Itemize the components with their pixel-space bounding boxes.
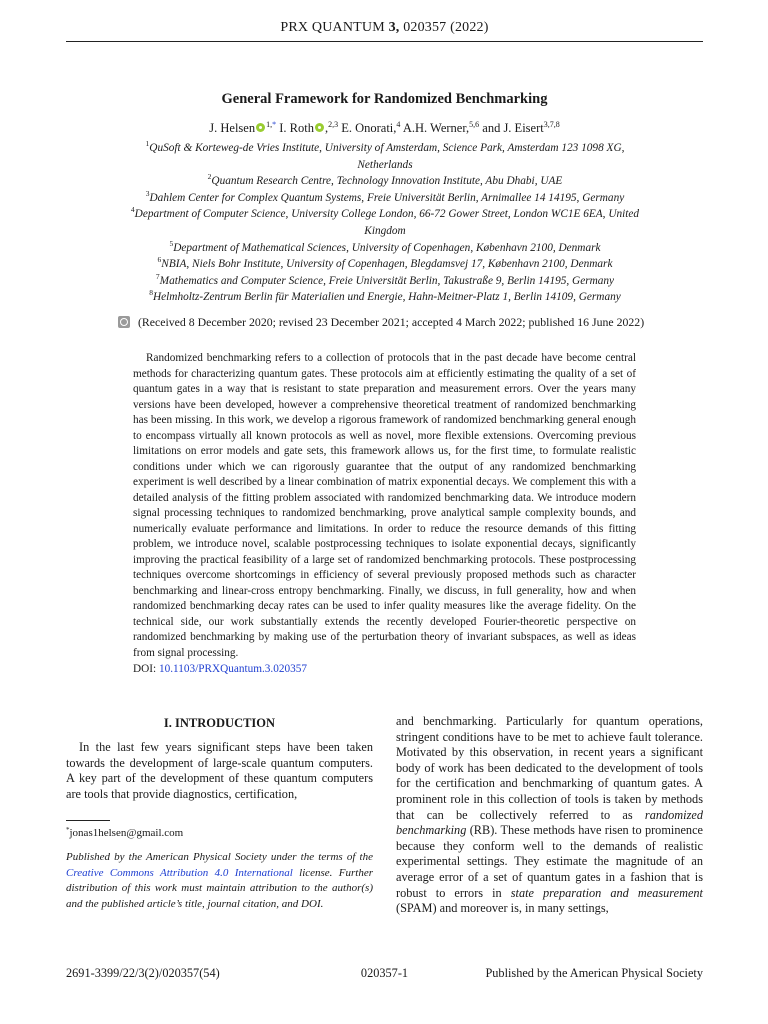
paper-title: General Framework for Randomized Benchmarking bbox=[221, 91, 548, 107]
doi-label: DOI: bbox=[133, 663, 157, 675]
journal-header bbox=[66, 20, 703, 36]
term-spam: state preparation and measurement bbox=[510, 885, 703, 900]
affiliation-item: $^7$Mathematics and Computer Science, Freie Universität Berlin, Takustraße 9, Berlin 14195, Germany bbox=[155, 271, 615, 287]
affiliation-item: $^8$Helmholtz-Zentrum Berlin für Materialien und Energie, Hahn-Meitner-Platz 1, Berlin 14109, Germany bbox=[149, 288, 621, 304]
intro-paragraph: In the last few years significant steps have been taken towards the development of large-scale quantum computers. A key part of the development of these quantum computers are tools that provide diagnostics, certification, bbox=[66, 740, 373, 801]
author-affil: 5,6 bbox=[469, 120, 480, 129]
section-heading: I. INTRODUCTION bbox=[163, 716, 276, 730]
right-column bbox=[396, 714, 703, 917]
author-affil: 2,3 bbox=[328, 120, 339, 129]
doi-link[interactable]: 10.1103/PRXQuantum.3.020357 bbox=[158, 663, 307, 675]
author-affil: 4 bbox=[396, 120, 401, 129]
footnote bbox=[66, 826, 373, 842]
license-link[interactable]: Creative Commons Attribution 4.0 International bbox=[66, 866, 293, 879]
author-name[interactable]: A.H. Werner, bbox=[402, 121, 470, 135]
abstract: Randomized benchmarking refers to a collection of protocols that in the past decade have become central methods for characterizing quantum gates. These protocols aim at efficiently estimating the quality of a set of quantum gates in a way that is resistant to state preparation and measurement errors. Over the years many versions have been developed, however a comprehensive theoretical treatment of randomized benchmarking has been missing. In this work, we develop a rigorous framework of randomized benchmarking general enough to encompass virtually all known protocols as well as novel, more flexible extensions. Overcoming previous limitations on error models and gate sets, this framework allows us, for the first time, to formulate realistic conditions under which we can rigorously guarantee that the output of any randomized benchmarking experiment is well described by a linear combination of matrix exponential decays. We complement this with a detailed analysis of the fitting problem associated with randomized benchmarking data. We introduce modern signal processing techniques to randomized benchmarking, prove analytical sample complexity bounds, and numerically evaluate performance and limitations. In order to reduce the resource demands of this fitting problem, we introduce novel, scalable postprocessing techniques to isolate exponential decays, significantly improving the practical feasibility of a large set of randomized benchmarking protocols. These postprocessing techniques overcome shortcomings in efficiency of several previously proposed methods such as character benchmarking and linear-cross entropy benchmarking. Finally, we discuss, in full generality, how and when randomized benchmarking decay rates can be used to infer quality measures like the average fidelity. On the technical side, our work substantially extends the recently developed Fourier-theoretic perspective on randomized benchmarking by making use of the perturbation theory of invariant subspaces, as well as ideas from signal processing. bbox=[133, 352, 636, 659]
affiliation-item-continued: Kingdom bbox=[364, 224, 406, 237]
page-number: 020357-1 bbox=[360, 966, 409, 980]
check-for-updates-icon[interactable] bbox=[118, 316, 130, 328]
corresponding-author-link[interactable]: * bbox=[272, 120, 277, 129]
affiliation-item: $^2$Quantum Research Centre, Technology Innovation Institute, Abu Dhabi, UAE bbox=[207, 172, 563, 188]
author-name[interactable]: I. Roth bbox=[279, 121, 314, 135]
orcid-icon[interactable] bbox=[315, 123, 324, 132]
publication-history bbox=[118, 315, 658, 330]
received-dates: (Received 8 December 2020; revised 23 December 2021; accepted 4 March 2022; published 16 June 2022) bbox=[138, 315, 645, 329]
journal-volume: 3, bbox=[388, 20, 400, 35]
affiliation-item: $^3$Dahlem Center for Complex Quantum Systems, Freie Universität Berlin, Arnimallee 14 14195, Germany bbox=[145, 188, 625, 204]
footer-publisher: Published by the American Physical Society bbox=[485, 966, 703, 980]
left-column bbox=[66, 714, 373, 802]
header-rule bbox=[66, 41, 703, 42]
license-notice: Published by the American Physical Society under the terms of the Creative Commons Attribution 4.0 International license. Further distribution of this work must maintain attribution to the author(s) and the published article’s title, journal citation, and DOI. bbox=[66, 851, 373, 910]
footnote-rule bbox=[66, 820, 110, 821]
orcid-icon[interactable] bbox=[256, 123, 265, 132]
footer-issn: 2691-3399/22/3(2)/020357(54) bbox=[66, 966, 220, 980]
affiliation-item: $^1$QuSoft & Korteweg-de Vries Institute, University of Amsterdam, Science Park, Amsterdam 123 1098 XG, bbox=[145, 139, 625, 154]
affiliation-item: $^4$Department of Computer Science, University College London, 66-72 Gower Street, London WC1E 6EA, United bbox=[130, 205, 640, 221]
author-affil: 3,7,8 bbox=[543, 120, 560, 129]
author-name[interactable]: E. Onorati, bbox=[341, 121, 397, 135]
affiliation-item-continued: Netherlands bbox=[357, 158, 413, 171]
article-number: 020357 (2022) bbox=[403, 20, 489, 35]
footnote-mark: * bbox=[66, 826, 70, 834]
author-name[interactable]: and J. Eisert bbox=[482, 121, 544, 135]
affiliation-list bbox=[100, 140, 670, 306]
author-list: J. Helsen $^{1,*}$ I. Roth ,$^{2,3}$ E. Onorati,$^4$ A.H. Werner,$^{5,6}$ and J. Eisert$^{3,7,8}$ bbox=[209, 120, 560, 135]
affiliation-item: $^5$Department of Mathematical Sciences, University of Copenhagen, København 2100, Denmark bbox=[169, 238, 601, 254]
doi-line bbox=[133, 663, 307, 675]
journal-name: PRX QUANTUM bbox=[280, 20, 385, 35]
term-rb: randomized benchmarking bbox=[396, 807, 703, 838]
affiliation-item: $^6$NBIA, Niels Bohr Institute, University of Copenhagen, Blegdamsvej 17, København 2100, Denmark bbox=[157, 255, 613, 271]
author-name[interactable]: J. Helsen bbox=[209, 121, 256, 135]
intro-paragraph-continued: and benchmarking. Particularly for quantum operations, stringent conditions have to be met to achieve fault tolerance. Motivated by this observation, in recent years a significant body of work has been dedicated to the development of tools for the certification and benchmarking of quantum gates. A prominent role in this collection of tools is taken by methods that can be collectively referred to as randomized benchmarking (RB). These methods have risen to prominence because they conform well to the demands of realistic experimental settings. They estimate the magnitude of an average error of a set of quantum gates in a fashion that is robust to errors in state preparation and measurement (SPAM) and moreover is, in many settings, bbox=[396, 714, 703, 916]
author-email[interactable]: jonas1helsen@gmail.com bbox=[69, 827, 184, 839]
author-affil: 1,* bbox=[266, 120, 277, 129]
